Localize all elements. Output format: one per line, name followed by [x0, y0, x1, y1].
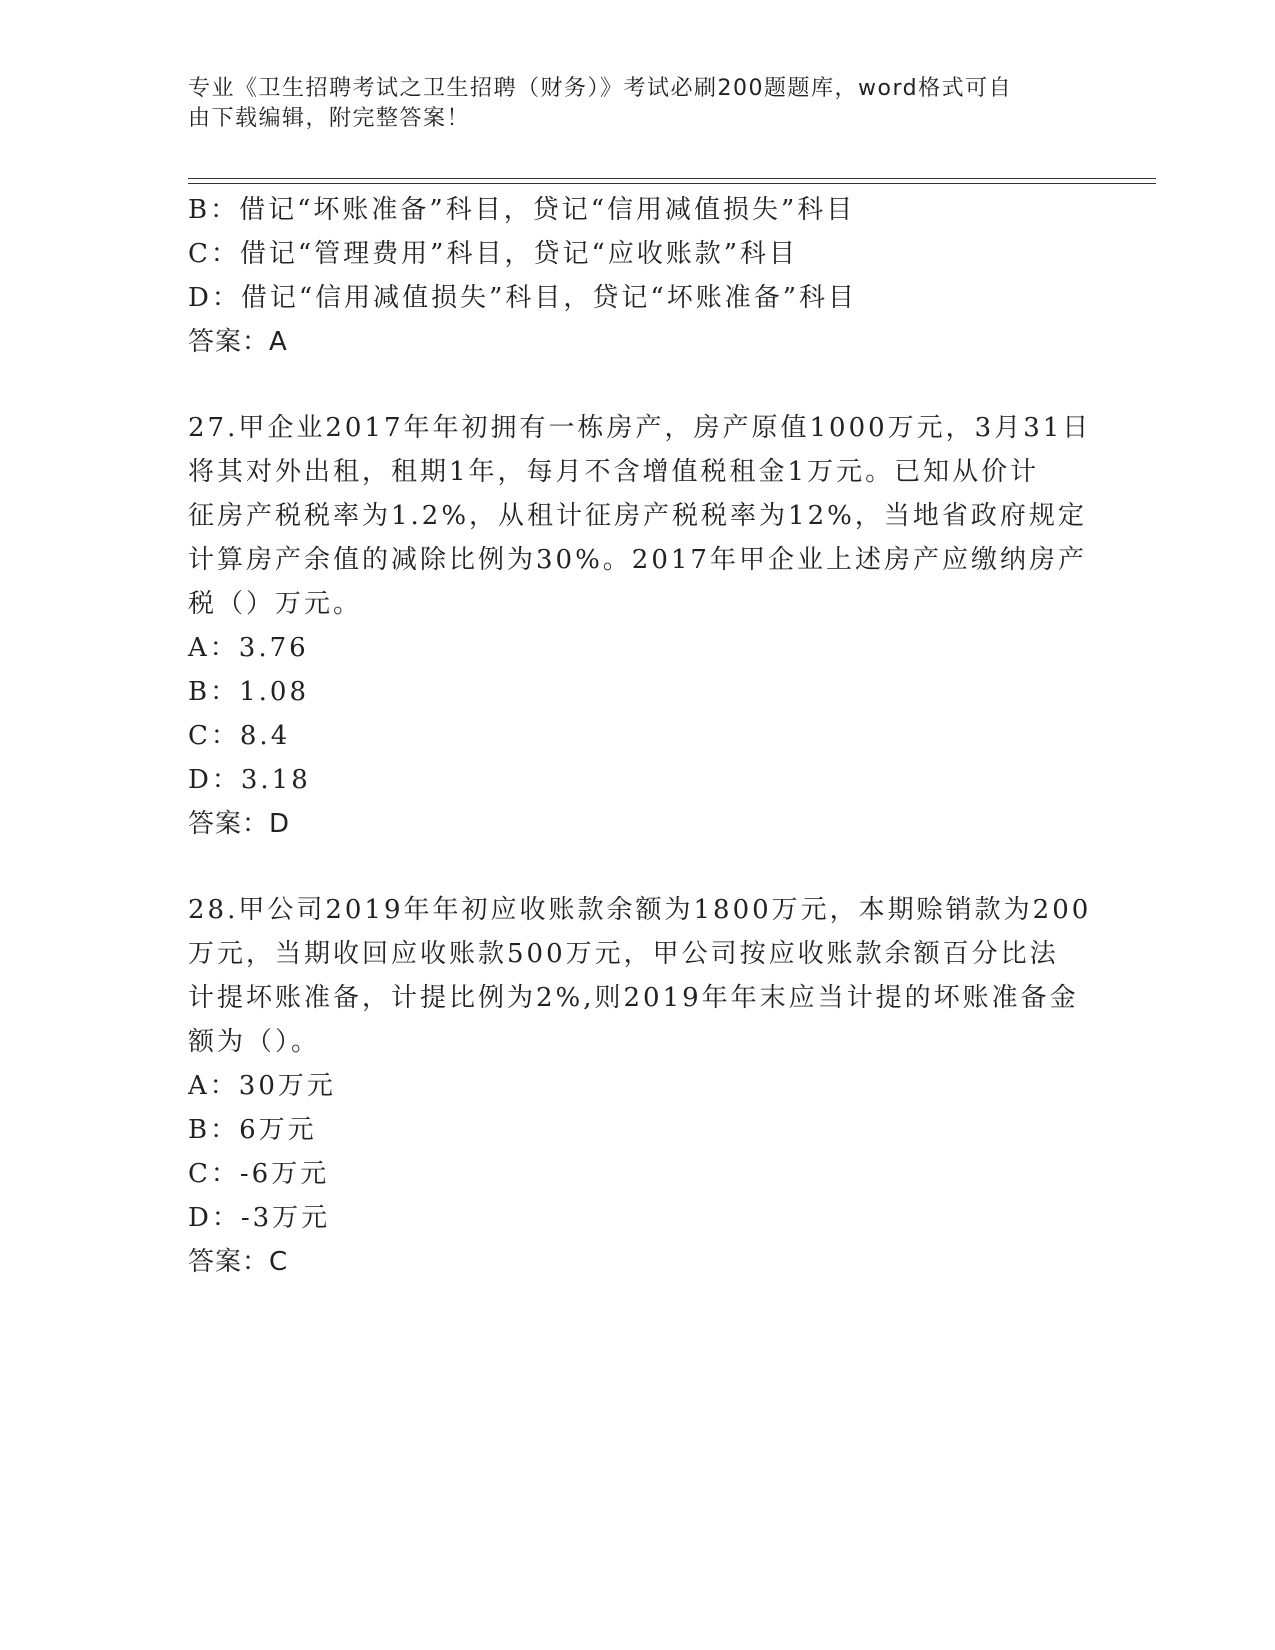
q27-option-d: D：3.18	[188, 765, 311, 795]
q28-answer: 答案：C	[188, 1247, 289, 1277]
header-line-2: 由下载编辑，附完整答案！	[188, 106, 471, 131]
prev-option-b: B：借记“坏账准备”科目，贷记“信用减值损失”科目	[188, 195, 856, 225]
q27-text-line-1: 27.甲企业2017年年初拥有一栋房产，房产原值1000万元，3月31日	[188, 413, 1092, 443]
q27-text-line-4: 计算房产余值的减除比例为30%。2017年甲企业上述房产应缴纳房产	[188, 545, 1087, 575]
q27-text-line-3: 征房产税税率为1.2%，从租计征房产税税率为12%，当地省政府规定	[188, 501, 1087, 531]
q28-option-d: D：-3万元	[188, 1203, 331, 1233]
prev-option-c: C：借记“管理费用”科目，贷记“应收账款”科目	[188, 239, 799, 269]
document-header	[188, 74, 1068, 134]
q28-option-a: A：30万元	[188, 1071, 336, 1101]
q27-text-line-5: 税（）万元。	[188, 589, 363, 619]
q27-text-line-2: 将其对外出租，租期1年，每月不含增值税租金1万元。已知从价计	[188, 457, 1040, 487]
header-divider-bottom	[188, 183, 1156, 184]
q27-option-a: A：3.76	[188, 633, 309, 663]
header-line-1: 专业《卫生招聘考试之卫生招聘（财务）》考试必刷200题题库，word格式可自	[188, 76, 1013, 101]
q28-text-line-1: 28.甲公司2019年年初应收账款余额为1800万元，本期赊销款为200	[188, 895, 1092, 925]
prev-answer: 答案：A	[188, 327, 288, 357]
q27-option-b: B：1.08	[188, 677, 309, 707]
q28-option-b: B：6万元	[188, 1115, 317, 1145]
q27-option-c: C：8.4	[188, 721, 291, 751]
q28-option-c: C：-6万元	[188, 1159, 330, 1189]
q28-text-line-4: 额为（）。	[188, 1027, 321, 1057]
header-divider-top	[188, 178, 1156, 179]
prev-option-d: D：借记“信用减值损失”科目，贷记“坏账准备”科目	[188, 283, 858, 313]
q28-text-line-3: 计提坏账准备，计提比例为2%,则2019年年末应当计提的坏账准备金	[188, 983, 1079, 1013]
q27-answer: 答案：D	[188, 809, 291, 839]
q28-text-line-2: 万元，当期收回应收账款500万元，甲公司按应收账款余额百分比法	[188, 939, 1059, 969]
